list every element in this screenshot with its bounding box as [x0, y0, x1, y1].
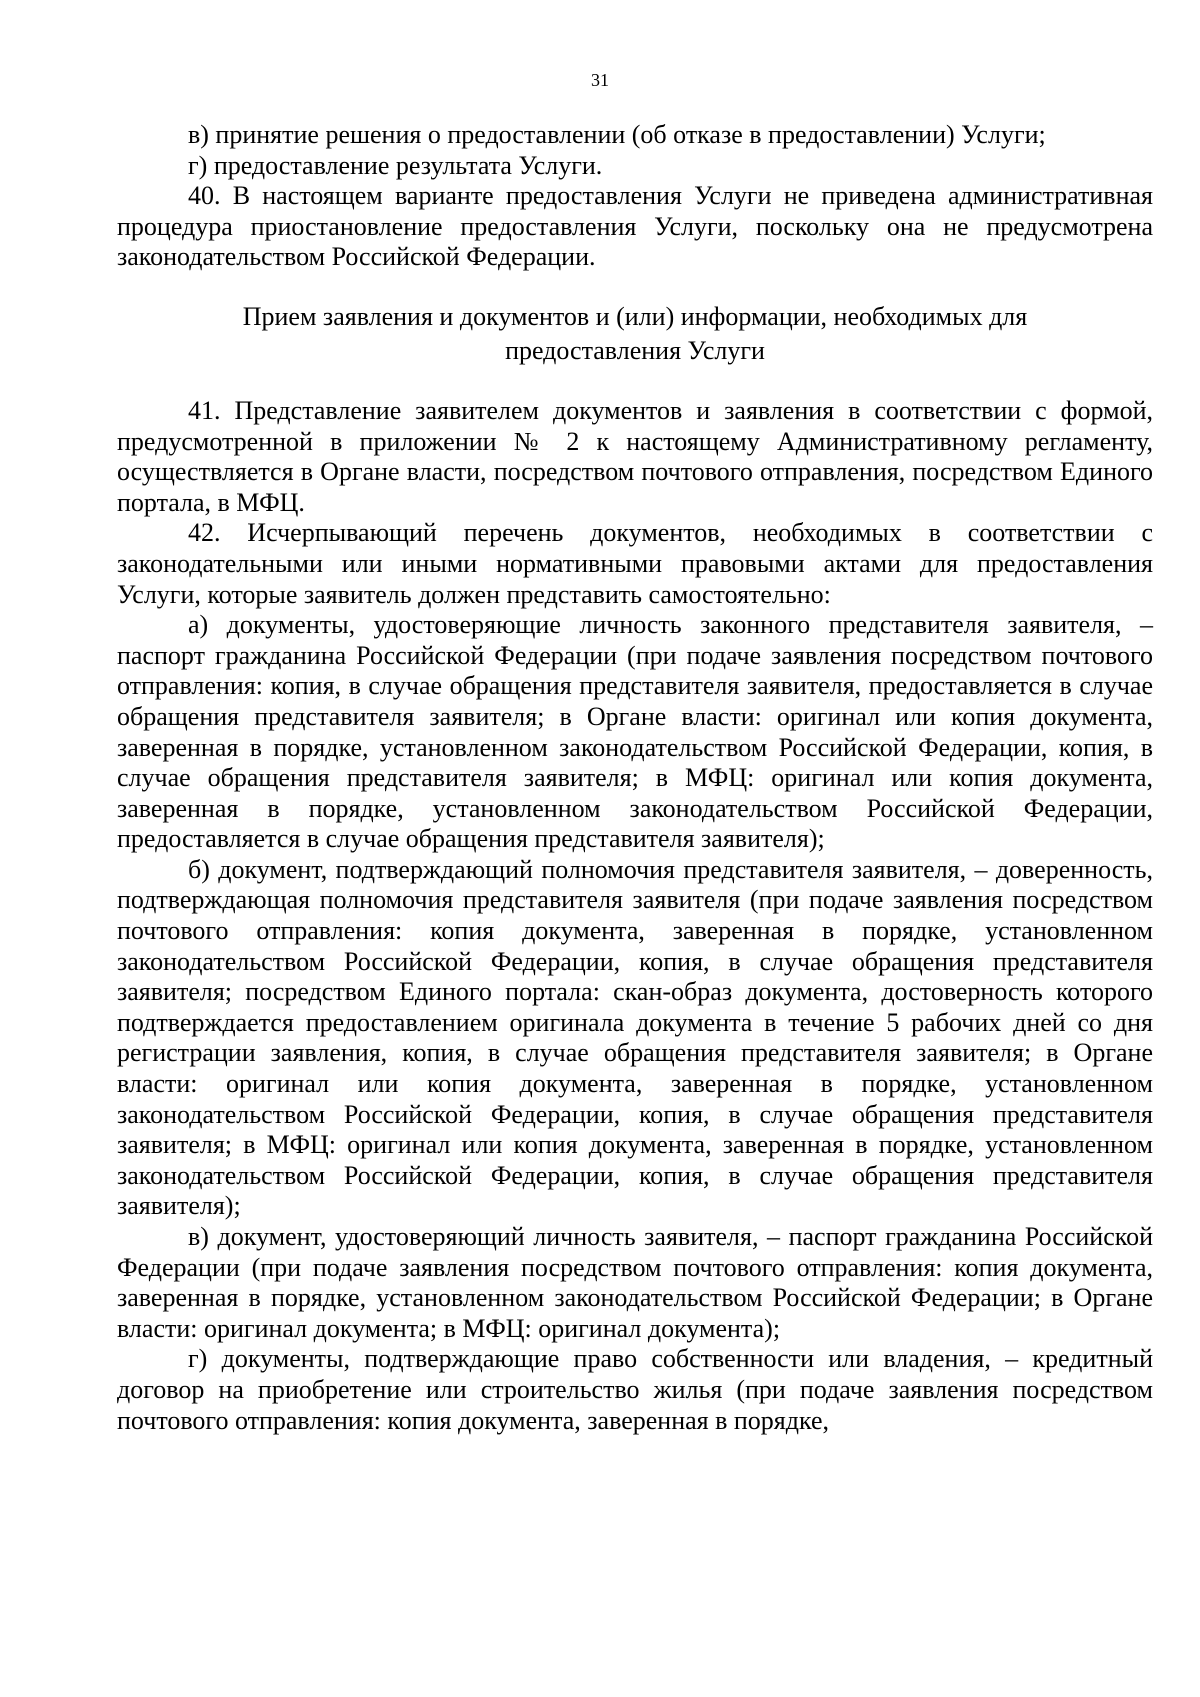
list-item-v: в) принятие решения о предоставлении (об отказе в предоставлении) Услуги; — [188, 120, 1046, 149]
list-item-v-2: в) документ, удостоверяющий личность заявителя, – паспорт гражданина Российской Федерации (при подаче заявления посредством почтового отправления: копия документа, заверенная в порядке, установленном законодательством Российской Федерации; в Органе власти: оригинал документа; в МФЦ: оригинал документа); — [117, 1222, 1153, 1343]
paragraph-41: 41. Представление заявителем документов и заявления в соответствии с формой, предусмотренной в приложении № 2 к настоящему Административному регламенту, осуществляется в Органе власти, посредством почтового отправления, посредством Единого портала, в МФЦ. — [117, 395, 1153, 517]
page-number: 31 — [591, 70, 609, 90]
paragraph-42: 42. Исчерпывающий перечень документов, необходимых в соответствии с законодательными или иными нормативными правовыми актами для предоставления Услуги, которые заявитель должен представить самостоятельно: — [117, 518, 1153, 609]
list-item-a: а) документы, удостоверяющие личность законного представителя заявителя, – паспорт гражданина Российской Федерации (при подаче заявления посредством почтового отправления: копия, в случае обращения представителя заявителя, предоставляется в случае обращения представителя заявителя; в Органе власти: оригинал или копия документа, заверенная в порядке, установленном законодательством Российской Федерации, копия, в случае обращения представителя заявителя; в МФЦ: оригинал или копия документа, заверенная в порядке, установленном законодательством Российской Федерации, предоставляется в случае обращения представителя заявителя); — [117, 610, 1153, 854]
document-body — [117, 120, 1153, 1436]
list-item-g: г) предоставление результата Услуги. — [188, 150, 603, 180]
section-heading: Прием заявления и документов и (или) информации, необходимых для предоставления Услуги — [242, 301, 1028, 365]
list-item-b: б) документ, подтверждающий полномочия представителя заявителя, – доверенность, подтверждающая полномочия представителя заявителя (при подаче заявления посредством почтового отправления: копия документа, заверенная в порядке, установленном законодательством Российской Федерации, копия, в случае обращения представителя заявителя; посредством Единого портала: скан-образ документа, достоверность которого подтверждается предоставлением оригинала документа в течение 5 рабочих дней со дня регистрации заявления, копия, в случае обращения представителя заявителя; в Органе власти: оригинал или копия документа, заверенная в порядке, установленном законодательством Российской Федерации, копия, в случае обращения представителя заявителя; в МФЦ: оригинал или копия документа, заверенная в порядке, установленном законодательством Российской Федерации, копия, в случае обращения представителя заявителя); — [117, 854, 1153, 1221]
list-item-g-2: г) документы, подтверждающие право собственности или владения, – кредитный договор на приобретение или строительство жилья (при подаче заявления посредством почтового отправления: копия документа, заверенная в порядке, — [117, 1344, 1153, 1435]
paragraph-40: 40. В настоящем варианте предоставления Услуги не приведена административная процедура приостановление предоставления Услуги, поскольку она не предусмотрена законодательством Российской Федерации. — [117, 181, 1153, 272]
